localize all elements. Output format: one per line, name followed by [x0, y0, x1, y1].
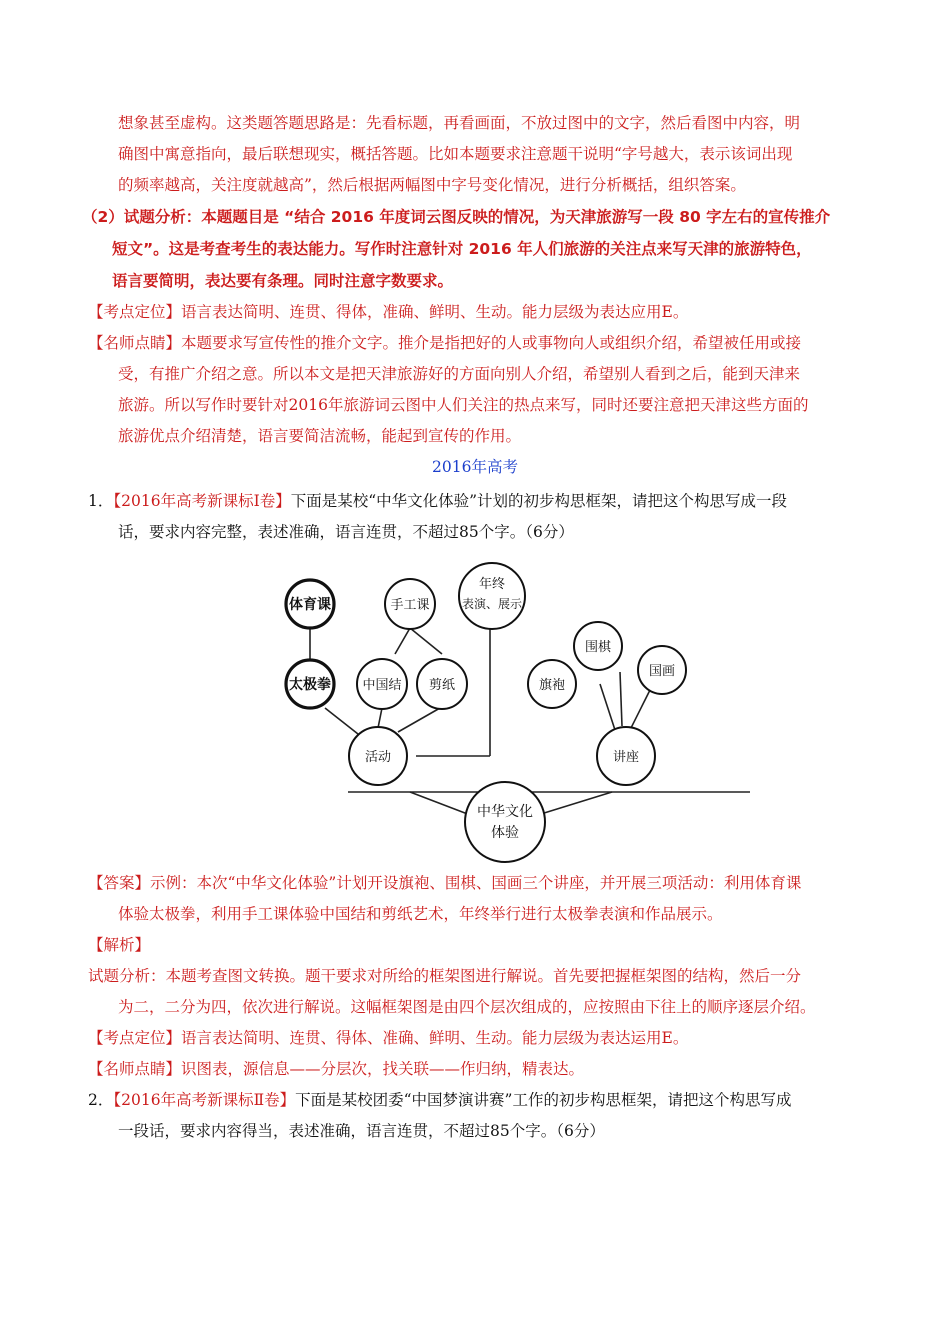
node-root	[465, 782, 545, 862]
text-line: 【答案】示例：本次“中华文化体验”计划开设旗袍、围棋、国画三个讲座，并开展三项活动：利用体育课	[88, 874, 802, 892]
node-label: 活动	[364, 750, 392, 765]
section-title: 2016年高考	[432, 458, 518, 476]
jiexi-title: 【解析】	[88, 936, 151, 954]
text-line: （2）试题分析：本题题目是 “结合 2016 年度词云图反映的情况，为天津旅游写一段 80 字左右的宣传推介	[82, 208, 831, 226]
analysis-paragraph-1	[88, 108, 878, 201]
question-1	[88, 486, 878, 548]
question-text: 话，要求内容完整，表述准确，语言连贯，不超过85个字。（6分）	[118, 523, 574, 541]
framework-diagram-svg	[270, 556, 770, 870]
node-label: 中华文化	[477, 804, 533, 820]
node-label: 体验	[491, 825, 519, 841]
text-line: 体验太极拳，利用手工课体验中国结和剪纸艺术，年终举行进行太极拳表演和作品展示。	[118, 905, 723, 923]
text-line: 确图中寓意指向，最后联想现实，概括答题。比如本题要求注意题干说明“字号越大，表示该词出现	[118, 145, 793, 163]
question-2	[88, 1085, 878, 1147]
question-source-tag: 【2016年高考新课标Ⅱ卷】	[113, 1091, 296, 1109]
question-number: 2．	[88, 1091, 114, 1109]
text-line: 旅游优点介绍清楚，语言要简洁流畅，能起到宣传的作用。	[118, 427, 522, 445]
kaodian-1: 【考点定位】语言表达简明、连贯、得体，准确、鲜明、生动。能力层级为表达应用E。	[88, 303, 689, 321]
node-label: 中国结	[362, 678, 402, 693]
kaodian-2: 【考点定位】语言表达简明、连贯、得体、准确、鲜明、生动。能力层级为表达运用E。	[88, 1029, 689, 1047]
question-text: 下面是某校“中华文化体验”计划的初步构思框架，请把这个构思写成一段	[290, 492, 788, 510]
node-label: 国画	[648, 664, 676, 679]
text-line: 【名师点睛】本题要求写宣传性的推介文字。推介是指把好的人或事物向人或组织介绍，希望被任用或接	[88, 334, 802, 352]
node-label: 旗袍	[538, 678, 566, 693]
node-label: 年终	[478, 577, 506, 592]
text-line: 的频率越高，关注度就越高”，然后根据两幅图中字号变化情况，进行分析概括，组织答案。	[118, 176, 746, 194]
question-text: 下面是某校团委“中国梦演讲赛”工作的初步构思框架，请把这个构思写成	[295, 1091, 792, 1109]
text-line: 语言要简明，表达要有条理。同时注意字数要求。	[112, 272, 454, 290]
question-number: 1．	[88, 492, 114, 510]
framework-diagram	[270, 556, 770, 870]
text-line: 旅游。所以写作时要针对2016年旅游词云图中人们关注的热点来写，同时还要注意把天津这些方面的	[118, 396, 809, 414]
node-label: 讲座	[612, 750, 640, 765]
node-label: 体育课	[289, 597, 331, 613]
text-line: 短文”。这是考查考生的表达能力。写作时注意针对 2016 年人们旅游的关注点来写天津的旅游特色，	[112, 240, 812, 258]
mingshi-1	[88, 328, 878, 452]
node-label: 剪纸	[428, 678, 456, 693]
question-text: 一段话，要求内容得当，表述准确，语言连贯，不超过85个字。（6分）	[118, 1122, 605, 1140]
text-line: 试题分析：本题考查图文转换。题干要求对所给的框架图进行解说。首先要把握框架图的结构，然后一分	[88, 967, 802, 985]
question-source-tag: 【2016年高考新课标Ⅰ卷】	[113, 492, 291, 510]
text-line: 为二，二分为四，依次进行解说。这幅框架图是由四个层次组成的，应按照由下往上的顺序逐层介绍。	[118, 998, 816, 1016]
node-label: 太极拳	[289, 677, 331, 693]
node-label: 表演、展示	[461, 597, 523, 611]
text-line: 受，有推广介绍之意。所以本文是把天津旅游好的方面向别人介绍，希望别人看到之后，能到天津来	[118, 365, 801, 383]
node-label: 手工课	[390, 598, 430, 613]
node-label: 围棋	[584, 640, 612, 655]
answer	[88, 868, 878, 930]
analysis	[88, 961, 878, 1023]
mingshi-2: 【名师点睛】识图表，源信息——分层次，找关联——作归纳，精表达。	[88, 1060, 585, 1078]
analysis-paragraph-2	[82, 201, 882, 297]
node-nianzhong	[459, 563, 525, 629]
text-line: 想象甚至虚构。这类题答题思路是：先看标题，再看画面，不放过图中的文字，然后看图中内容，明	[118, 114, 801, 132]
